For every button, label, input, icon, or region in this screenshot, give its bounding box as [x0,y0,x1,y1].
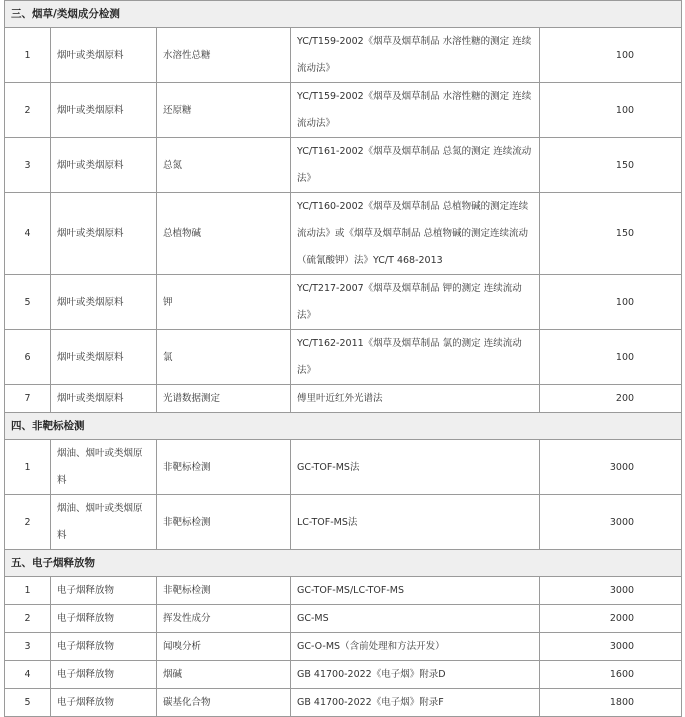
test-item: 总氮 [157,138,291,193]
table-row [5,138,682,193]
price: 3000 [540,577,682,605]
price: 200 [540,385,682,413]
test-method: GC-TOF-MS法 [291,440,540,495]
section-header [5,413,682,440]
test-item: 水溶性总糖 [157,28,291,83]
section-title: 五、电子烟释放物 [5,550,682,577]
sample-type: 电子烟释放物 [51,689,157,717]
price: 3000 [540,440,682,495]
section-title: 四、非靶标检测 [5,413,682,440]
table-row [5,633,682,661]
sample-type: 烟叶或类烟原料 [51,385,157,413]
test-item: 光谱数据测定 [157,385,291,413]
price: 150 [540,193,682,275]
price: 100 [540,83,682,138]
sample-type: 烟叶或类烟原料 [51,138,157,193]
row-number: 5 [5,689,51,717]
table-row [5,440,682,495]
sample-type: 电子烟释放物 [51,605,157,633]
sample-type: 电子烟释放物 [51,661,157,689]
price: 150 [540,138,682,193]
test-item: 碳基化合物 [157,689,291,717]
table-row [5,577,682,605]
price: 100 [540,275,682,330]
price: 1600 [540,661,682,689]
price: 3000 [540,633,682,661]
test-method: GB 41700-2022《电子烟》附录F [291,689,540,717]
test-method: 傅里叶近红外光谱法 [291,385,540,413]
price: 100 [540,28,682,83]
test-method: LC-TOF-MS法 [291,495,540,550]
test-method: YC/T159-2002《烟草及烟草制品 水溶性糖的测定 连续流动法》 [291,28,540,83]
sample-type: 烟油、烟叶或类烟原料 [51,440,157,495]
section-header [5,1,682,28]
row-number: 7 [5,385,51,413]
table-row [5,495,682,550]
test-method: YC/T162-2011《烟草及烟草制品 氯的测定 连续流动法》 [291,330,540,385]
test-item: 还原糖 [157,83,291,138]
test-method: GB 41700-2022《电子烟》附录D [291,661,540,689]
test-item: 非靶标检测 [157,440,291,495]
section-title: 三、烟草/类烟成分检测 [5,1,682,28]
table-row [5,661,682,689]
table-row [5,28,682,83]
test-method: GC-TOF-MS/LC-TOF-MS [291,577,540,605]
sample-type: 烟叶或类烟原料 [51,193,157,275]
row-number: 2 [5,605,51,633]
row-number: 4 [5,661,51,689]
test-item: 钾 [157,275,291,330]
row-number: 1 [5,577,51,605]
row-number: 4 [5,193,51,275]
test-method: GC-O-MS（含前处理和方法开发） [291,633,540,661]
row-number: 3 [5,633,51,661]
test-method: YC/T160-2002《烟草及烟草制品 总植物碱的测定连续流动法》或《烟草及烟草制品 总植物碱的测定连续流动（硫氰酸钾）法》YC/T 468-2013 [291,193,540,275]
table-row [5,83,682,138]
sample-type: 电子烟释放物 [51,633,157,661]
row-number: 2 [5,83,51,138]
sample-type: 烟叶或类烟原料 [51,275,157,330]
test-method: YC/T217-2007《烟草及烟草制品 钾的测定 连续流动法》 [291,275,540,330]
price: 100 [540,330,682,385]
table-row [5,193,682,275]
testing-price-table [4,0,682,717]
price: 2000 [540,605,682,633]
table-body [5,1,682,717]
sample-type: 烟叶或类烟原料 [51,28,157,83]
row-number: 1 [5,28,51,83]
test-item: 挥发性成分 [157,605,291,633]
test-item: 闻嗅分析 [157,633,291,661]
row-number: 3 [5,138,51,193]
test-method: YC/T159-2002《烟草及烟草制品 水溶性糖的测定 连续流动法》 [291,83,540,138]
row-number: 2 [5,495,51,550]
sample-type: 烟叶或类烟原料 [51,83,157,138]
sample-type: 烟油、烟叶或类烟原料 [51,495,157,550]
row-number: 1 [5,440,51,495]
test-item: 氯 [157,330,291,385]
test-method: GC-MS [291,605,540,633]
price: 3000 [540,495,682,550]
sample-type: 电子烟释放物 [51,577,157,605]
table-row [5,689,682,717]
test-item: 总植物碱 [157,193,291,275]
row-number: 5 [5,275,51,330]
row-number: 6 [5,330,51,385]
test-item: 非靶标检测 [157,495,291,550]
test-method: YC/T161-2002《烟草及烟草制品 总氮的测定 连续流动法》 [291,138,540,193]
table-row [5,385,682,413]
table-row [5,330,682,385]
price: 1800 [540,689,682,717]
test-item: 非靶标检测 [157,577,291,605]
sample-type: 烟叶或类烟原料 [51,330,157,385]
test-item: 烟碱 [157,661,291,689]
section-header [5,550,682,577]
table-row [5,275,682,330]
table-row [5,605,682,633]
